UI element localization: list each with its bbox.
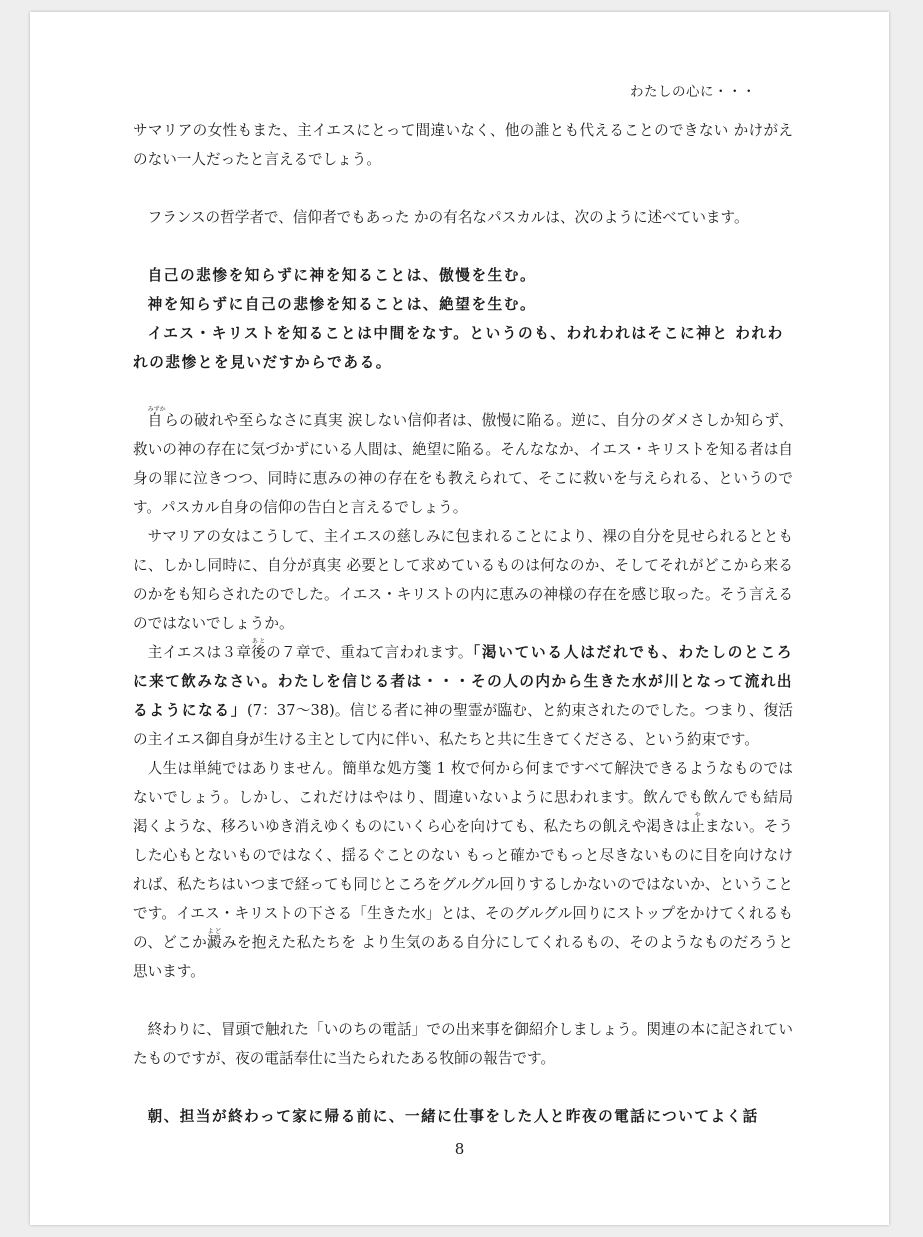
document-page (30, 12, 889, 1225)
running-header: わたしの心に・・・ (630, 84, 756, 100)
paragraph-5-c: (7：37〜38)。信じる者に神の聖霊が臨む、と約束されたのでした。つまり、復活の主イエス御自身が生ける主として内に伴い、私たちと共に生きてくださる、という約束です。 (133, 702, 793, 748)
ruby-mizuka (147, 406, 166, 429)
paragraph-6 (133, 754, 793, 986)
paragraph-7: 終わりに、冒頭で触れた「いのちの電話」での出来事を御紹介しましょう。関連の本に記されていたものですが、夜の電話奉仕に当たられたある牧師の報告です。 (133, 1021, 793, 1067)
ruby-mizuka-base: 自 (147, 412, 166, 429)
paragraph-2: フランスの哲学者で、信仰者でもあった かの有名なパスカルは、次のように述べています。 (147, 209, 749, 226)
quote-line-3: イエス・キリストを知ることは中間をなす。というのも、われわれはそこに神と われわれの悲惨とを見いだすからである。 (133, 325, 784, 371)
paragraph-6-c: みを抱えた私たちを より生気のある自分にしてくれるもの、そのようなものだろうと思います。 (133, 934, 793, 980)
ruby-ya-base: 止 (690, 818, 706, 835)
ruby-ato-reading: あと (251, 638, 266, 645)
ruby-ato (251, 638, 267, 661)
paragraph-6-a: 人生は単純ではありません。簡単な処方箋 1 枚で何から何まですべて解決できるようなものではないでしょう。しかし、これだけはやはり、間違いないように思われます。飲んでも飲んでも結局 渇くような、移ろいゆき消えゆくものにいくら心を向けても、私たちの飢えや渇きは (133, 760, 793, 835)
paragraph-1: サマリアの女性もまた、主イエスにとって間違いなく、他の誰とも代えることのできない かけがえのない一人だったと言えるでしょう。 (133, 122, 793, 168)
paragraph-5 (133, 638, 793, 754)
ruby-yodo (207, 928, 222, 951)
quote-line-1: 自己の悲惨を知らずに神を知ることは、傲慢を生む。 (147, 267, 537, 284)
quote-line-2: 神を知らずに自己の悲惨を知ることは、絶望を生む。 (147, 296, 537, 313)
ruby-ato-base: 後 (251, 644, 267, 661)
page-body (133, 116, 793, 1131)
page-number: 8 (454, 1140, 465, 1158)
ruby-yodo-base: 澱 (207, 934, 222, 951)
ruby-ya-reading: や (690, 812, 705, 819)
paragraph-4: サマリアの女はこうして、主イエスの慈しみに包まれることにより、裸の自分を見せられるとともに、しかし同時に、自分が真実 必要として求めているものは何なのか、そしてそれがどこから来るのかをも知らされたのでした。イエス・キリストの内に恵みの神様の存在を感じ取った。そう言えるのではないでしょうか。 (133, 528, 793, 632)
paragraph-8: 朝、担当が終わって家に帰る前に、一緒に仕事をした人と昨夜の電話についてよく話 (147, 1108, 759, 1125)
paragraph-6-b: まない。そうした心もとないものではなく、揺るぐことのない もっと確かでもっと尽きないものに目を向けなければ、私たちはいつまで経っても同じところをグルグル回りするしかないのではないか、ということです。イエス・キリストの下さる「生きた水」とは、そのグルグル回りにストップをかけてくれるもの、どこか (133, 818, 793, 951)
jesus-quote: 「渇いている人はだれでも、わたしのところに来て飲みなさい。わたしを信じる者は・・・その人の内から生きた水が川となって流れ出るようになる」 (133, 644, 793, 719)
pascal-quote (133, 261, 793, 377)
paragraph-3 (133, 406, 793, 522)
paragraph-5-b: の７章で、重ねて言われます。 (266, 644, 473, 661)
paragraph-3-text: らの破れや至らなさに真実 涙しない信仰者は、傲慢に陥る。逆に、自分のダメさしか知らず、救いの神の存在に気づかずにいる人間は、絶望に陥る。そんななか、イエス・キリストを知る者は自身の罪に泣きつつ、同時に恵みの神の存在をも教えられて、そこに救いを与えられる、というのです。パスカル自身の信仰の告白と言えるでしょう。 (133, 412, 793, 516)
ruby-yodo-reading: よど (207, 928, 222, 935)
ruby-mizuka-reading: みずか (147, 406, 166, 413)
ruby-ya (690, 812, 706, 835)
paragraph-5-a: 主イエスは３章 (147, 644, 252, 661)
